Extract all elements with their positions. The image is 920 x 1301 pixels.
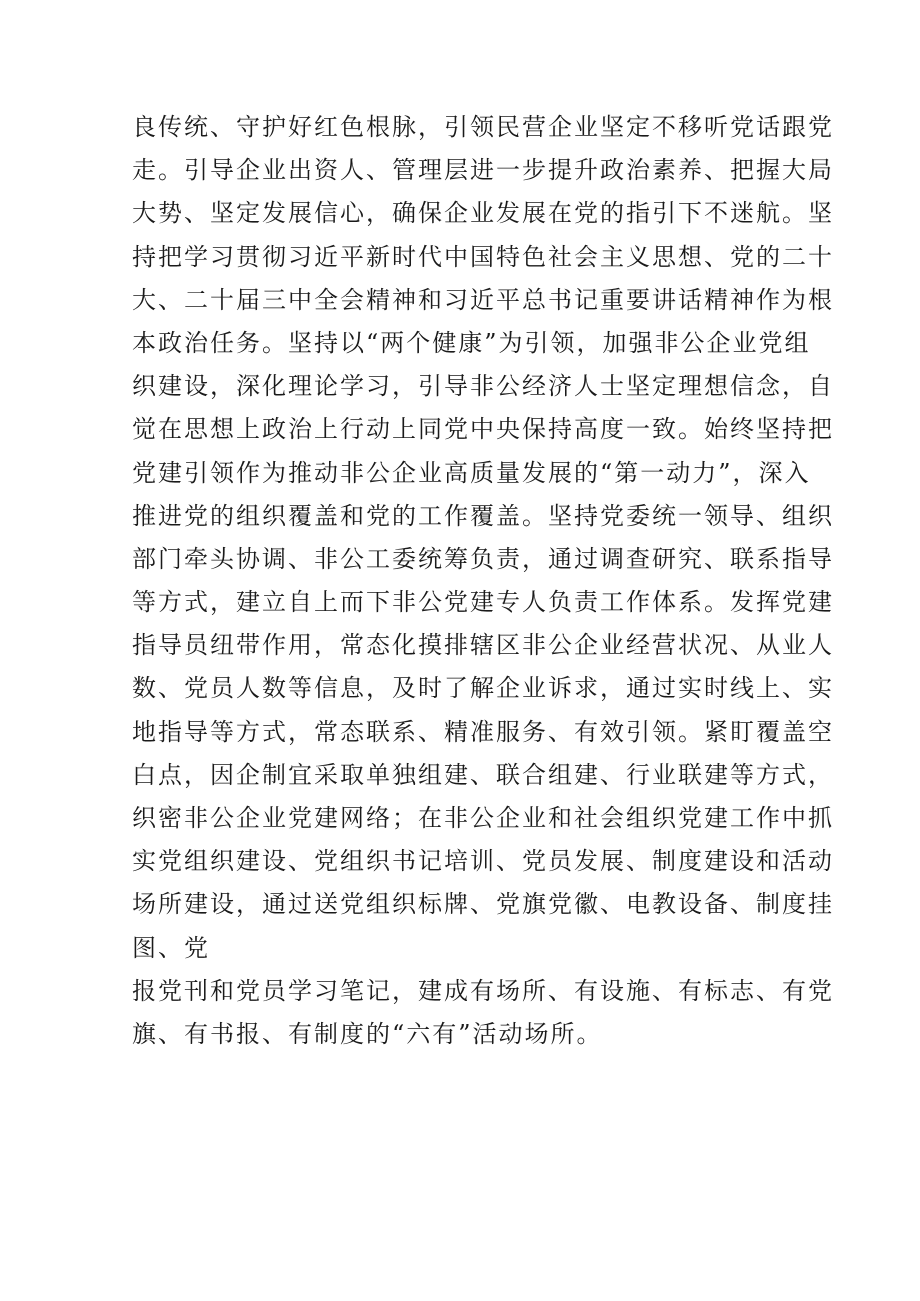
text-line: 大势、坚定发展信心，确保企业发展在党的指引下不迷航。坚 <box>132 199 834 228</box>
text-line: 指导员纽带作用，常态化摸排辖区非公企业经营状况、从业人 <box>132 631 834 660</box>
text-line: 白点，因企制宜采取单独组建、联合组建、行业联建等方式， <box>132 760 834 789</box>
text-line: 本政治任务。坚持以“两个健康”为引领，加强非公企业党组 <box>132 328 811 357</box>
text-line: 报党刊和党员学习笔记，建成有场所、有设施、有标志、有党 <box>132 976 834 1005</box>
text-line: 织密非公企业党建网络；在非公企业和社会组织党建工作中抓 <box>132 804 834 832</box>
text-line: 大、二十届三中全会精神和习近平总书记重要讲话精神作为根 <box>132 285 834 314</box>
text-line: 觉在思想上政治上行动上同党中央保持高度一致。始终坚持把 <box>132 415 834 444</box>
text-line: 良传统、守护好红色根脉，引领民营企业坚定不移听党话跟党 <box>132 113 834 141</box>
text-line: 数、党员人数等信息，及时了解企业诉求，通过实时线上、实 <box>132 674 834 703</box>
text-line: 图、党 <box>132 933 210 962</box>
text-line: 等方式，建立自上而下非公党建专人负责工作体系。发挥党建 <box>132 588 834 617</box>
text-line: 部门牵头协调、非公工委统筹负责，通过调查研究、联系指导 <box>132 544 834 573</box>
text-line: 党建引领作为推动非公企业高质量发展的“第一动力”，深入 <box>132 458 811 487</box>
text-line: 旗、有书报、有制度的“六有”活动场所。 <box>132 1019 603 1048</box>
text-line: 实党组织建设、党组织书记培训、党员发展、制度建设和活动 <box>132 847 834 876</box>
text-line: 走。引导企业出资人、管理层进一步提升政治素养、把握大局 <box>132 156 834 185</box>
text-line: 场所建设，通过送党组织标牌、党旗党徽、电教设备、制度挂 <box>132 890 834 919</box>
body-text <box>132 106 834 1056</box>
text-line: 织建设，深化理论学习，引导非公经济人士坚定理想信念，自 <box>132 372 834 401</box>
text-line: 推进党的组织覆盖和党的工作覆盖。坚持党委统一领导、组织 <box>132 501 834 530</box>
text-line: 地指导等方式，常态联系、精准服务、有效引领。紧盯覆盖空 <box>132 717 834 746</box>
text-line: 持把学习贯彻习近平新时代中国特色社会主义思想、党的二十 <box>132 242 834 271</box>
